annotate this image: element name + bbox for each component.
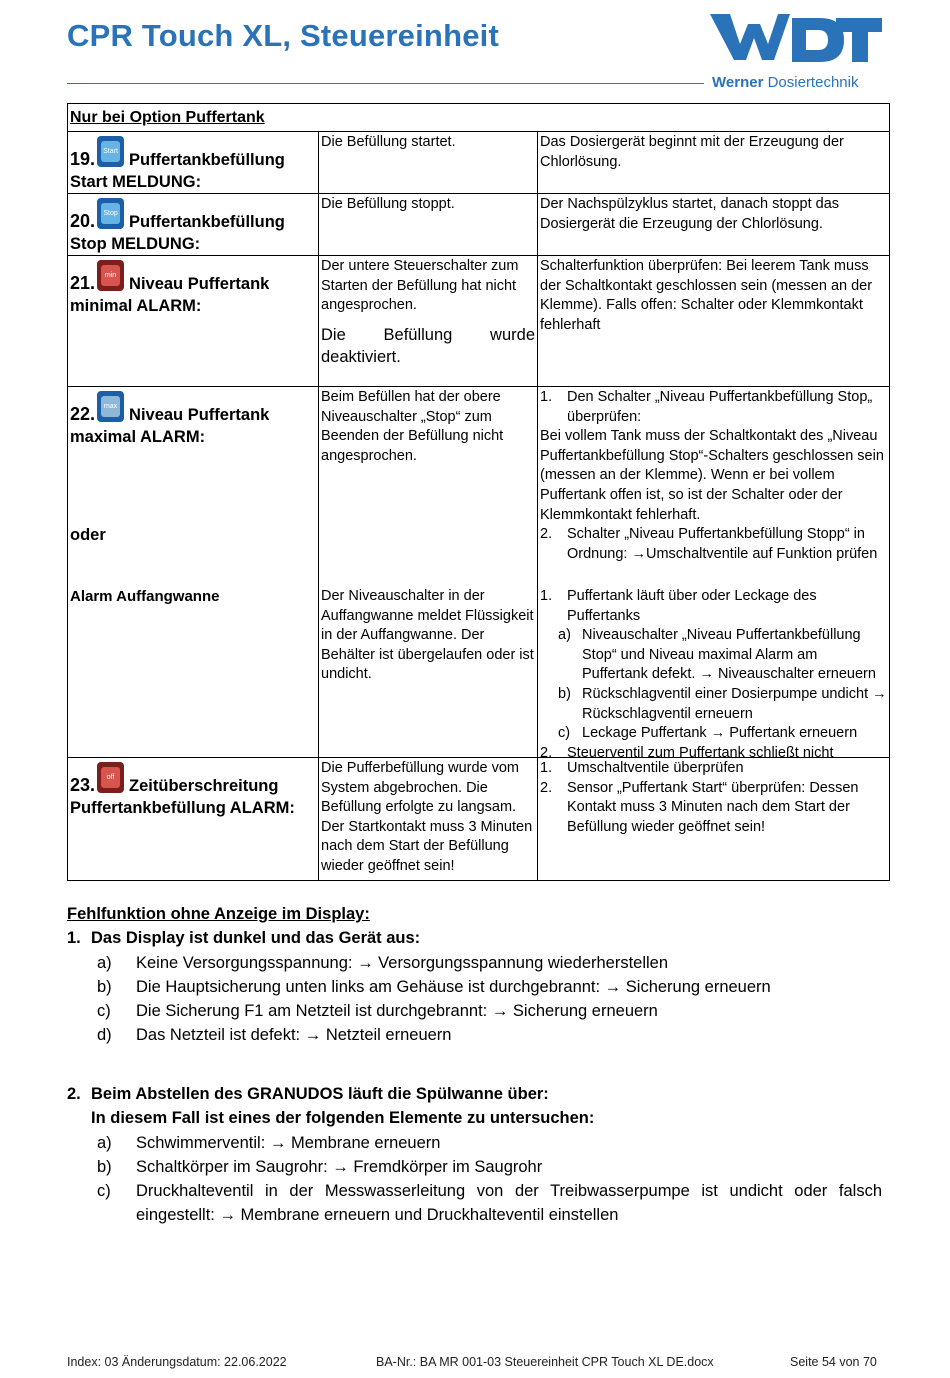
malfunction-group-title: 2. Beim Abstellen des GRANUDOS läuft die Spülwanne über: [67,1085,549,1103]
malfunction-section-1 [67,902,882,1048]
table-row [68,577,889,761]
action-cell: Schalterfunktion überprüfen: Bei leerem Tank muss der Schaltkontakt geschlossen sein (messen an der Klemme). Falls offen: Schalter oder Klemmkontakt fehlerhaft [540,258,873,333]
error-table [67,103,890,881]
level-max-alarm-icon: max [97,391,124,422]
list-item: a) Keine Versorgungsspannung: → Versorgungsspannung wiederherstellen [97,953,669,972]
malfunction-section-2 [67,1082,882,1228]
or-label: oder [70,526,106,544]
table-row [68,193,889,255]
table-row [68,757,889,880]
cause-cell: Die Befüllung stoppt. [319,194,538,255]
error-label-20: 20. Stop Puffertankbefüllung Stop MELDUNG: [68,194,319,255]
list-item: c) Die Sicherung F1 am Netzteil ist durchgebrannt: → Sicherung erneuern [97,1002,658,1021]
header-divider [67,83,704,84]
action-cell: 1. Umschaltventile überprüfen 2. Sensor „Puffertank Start“ überprüfen: Dessen Kontakt muss 3 Minuten nach dem Start der Befüllung wieder geöffnet sein! [540,760,859,835]
cause-cell: Der untere Steuerschalter zum Starten der Befüllung hat nicht angesprochen. Die Befüllung wurde deaktiviert. [319,256,538,386]
malfunction-group-subtitle: In diesem Fall ist eines der folgenden Elemente zu untersuchen: [91,1109,595,1128]
table-row [68,131,889,193]
malfunction-group-title: 1. Das Display ist dunkel und das Gerät aus: [67,929,421,948]
action-cell: 1. Den Schalter „Niveau Puffertankbefüllung Stop„ überprüfen: Bei vollem Tank muss der Schaltkontakt des „Niveau Puffertankbefüllung Stop“-Schalters geschlossen sein (messen an der Klemme). Wenn er bei vollem Puffertank offen ist, so ist der Schalter oder der Klemmkontakt fehlerhaft. 2. Schalter „Niveau Puffertankbefüllung Stopp“ in Ordnung: →Umschaltventile auf Funktion prüfen [540,389,884,562]
cause-cell: Der Niveauschalter in der Auffangwanne meldet Flüssigkeit in der Auffangwanne. Der Behälter ist übergelaufen oder ist undicht. [319,577,538,757]
wdt-logo-mark [708,14,884,70]
level-min-alarm-icon: min [97,260,124,291]
table-row [68,386,889,577]
timeout-alarm-icon: off [97,762,124,793]
page-title: CPR Touch XL, Steuereinheit [67,18,499,53]
action-cell: Das Dosiergerät beginnt mit der Erzeugung der Chlorlösung. [540,134,844,170]
list-item: b) Die Hauptsicherung unten links am Gehäuse ist durchgebrannt: → Sicherung erneuern [97,977,771,996]
action-cell: 1. Puffertank läuft über oder Leckage des Puffertanks a) Niveauschalter „Niveau Puffertankbefüllung Stop“ und Niveau maximal Alarm am Puffertank defekt. → Niveauschalter erneuern b) Rückschlagventil einer Dosierpumpe undicht → Rückschlagventil erneuern c) Leckage Puffertank → Puffertank erneuern 2. Steuerventil zum Puffertank schließt nicht [540,588,887,761]
buffer-stop-icon: Stop [97,198,124,229]
list-item: a) Schwimmerventil: → Membrane erneuern [97,1133,441,1152]
error-label-22: 22. max Niveau Puffertank maximal ALARM: oder [68,387,319,577]
cause-cell: Die Pufferbefüllung wurde vom System abgebrochen. Die Befüllung erfolgte zu langsam. Der Startkontakt muss 3 Minuten nach dem Start der Befüllung wieder geöffnet sein! [319,758,538,880]
action-cell: Der Nachspülzyklus startet, danach stoppt das Dosiergerät die Erzeugung der Chlorlösung. [540,196,840,232]
list-item: d) Das Netzteil ist defekt: → Netzteil erneuern [97,1026,452,1045]
cause-cell: Die Befüllung startet. [319,132,538,193]
footer-document: BA-Nr.: BA MR 001-03 Steuereinheit CPR Touch XL DE.docx [376,1355,714,1369]
malfunction-heading: Fehlfunktion ohne Anzeige im Display: [67,905,370,923]
list-item: b) Schaltkörper im Saugrohr: → Fremdkörper im Saugrohr [97,1157,543,1176]
error-label-23: 23. off Zeitüberschreitung Puffertankbefüllung ALARM: [68,758,319,880]
cause-cell: Beim Befüllen hat der obere Niveauschalter „Stop“ zum Beenden der Befüllung nicht angesprochen. [319,387,538,577]
buffer-start-icon: Start [97,136,124,167]
error-label-19: 19. Start Puffertankbefüllung Start MELDUNG: [68,132,319,193]
error-label-collecting-tray: Alarm Auffangwanne [68,577,319,757]
error-label-21: 21. min Niveau Puffertank minimal ALARM: [68,256,319,386]
logo-wordmark: Werner Dosiertechnik [712,74,859,91]
footer-index: Index: 03 Änderungsdatum: 22.06.2022 [67,1355,287,1369]
option-heading: Nur bei Option Puffertank [70,109,265,126]
table-row [68,255,889,386]
list-item: c) Druckhalteventil in der Messwasserleitung von der Treibwasserpumpe ist undicht oder falsch eingestellt: → Membrane erneuern und Druckhalteventil einstellen [97,1182,882,1225]
company-logo [708,14,884,94]
footer-page-number: Seite 54 von 70 [790,1355,877,1369]
